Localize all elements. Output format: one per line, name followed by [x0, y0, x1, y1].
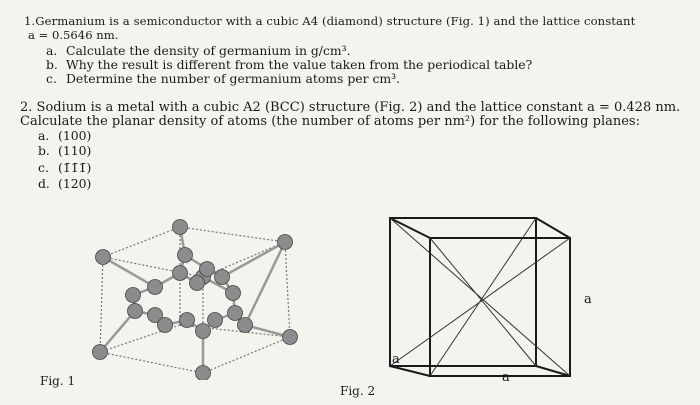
q2-item-d-label: d.	[38, 176, 50, 191]
q1-item-c	[46, 72, 400, 86]
q2-item-a	[38, 129, 91, 143]
q2-item-b	[38, 144, 91, 158]
fig2-body-diagonals	[390, 218, 570, 376]
fig2-edge-label-bottom: a	[502, 370, 510, 385]
q1-statement-line2: a = 0.5646 nm.	[28, 28, 119, 42]
q2-item-b-label: b.	[38, 143, 50, 158]
q2-item-c	[38, 161, 91, 175]
fig2-edge-label-front: a	[392, 352, 400, 367]
q1-item-b	[46, 58, 532, 72]
q1-item-a	[46, 44, 351, 58]
fig2-caption: Fig. 2	[340, 384, 376, 398]
q1-item-c-text: Determine the number of germanium atoms per cm³.	[66, 71, 401, 86]
fig1-caption: Fig. 1	[40, 374, 76, 388]
q2-item-d	[38, 177, 91, 191]
q1-item-c-label: c.	[46, 71, 57, 86]
q2-item-c-text: (1̄1̄1̄)	[58, 160, 92, 175]
q1-statement-line1: 1.Germanium is a semiconductor with a cubic A4 (diamond) structure (Fig. 1) and the lattice constant	[24, 14, 636, 28]
q2-item-b-text: (110)	[58, 143, 92, 158]
q1-item-b-text: Why the result is different from the value taken from the periodical table?	[66, 57, 533, 72]
q2-item-d-text: (120)	[58, 176, 92, 191]
fig1-diamond-structure	[85, 215, 315, 380]
q2-item-a-label: a.	[38, 128, 50, 143]
q1-item-a-text: Calculate the density of germanium in g/cm³.	[66, 43, 351, 58]
q2-statement-line1: 2. Sodium is a metal with a cubic A2 (BCC) structure (Fig. 2) and the lattice constant a = 0.428 nm.	[20, 100, 681, 115]
q2-item-c-label: c.	[38, 160, 49, 175]
fig1-atoms	[93, 220, 298, 381]
q1-item-a-label: a.	[46, 43, 58, 58]
q2-item-a-text: (100)	[58, 128, 92, 143]
q1-item-b-label: b.	[46, 57, 58, 72]
fig2-bcc-cube	[378, 208, 578, 378]
q2-statement-line2: Calculate the planar density of atoms (the number of atoms per nm²) for the following planes:	[20, 114, 640, 129]
fig2-edge-label-right: a	[584, 292, 592, 307]
